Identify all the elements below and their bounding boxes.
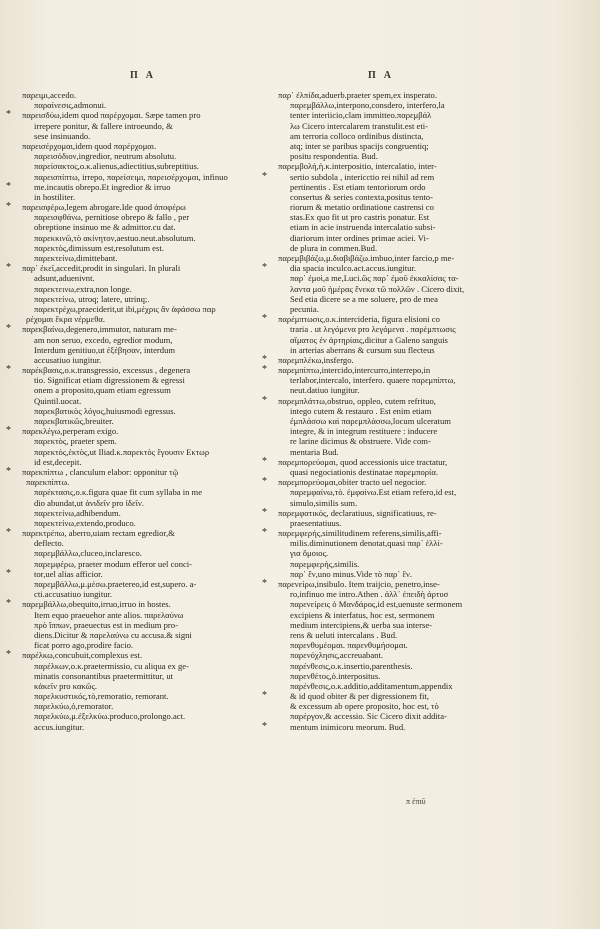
text-line [278, 385, 526, 395]
line-text: positu respondentia. Bud. [290, 151, 378, 162]
text-line [278, 548, 526, 558]
line-text: quasi negociationis destinatae παρεμπορία. [290, 466, 438, 477]
line-text: παρεμφατικός, declaratiuus, significatiuus, re- [278, 507, 437, 518]
text-line [22, 518, 250, 528]
text-line [22, 304, 250, 314]
line-text: cti.accusatiuo iungitur. [34, 589, 113, 600]
line-text: de plura in commen.Bud. [290, 242, 378, 253]
text-line [278, 110, 526, 120]
text-line [22, 273, 250, 283]
text-line [278, 671, 526, 681]
asterisk-marker-icon: * [262, 313, 267, 325]
text-line [262, 720, 526, 732]
line-text: in arterias aberrans & cursum suu flecteus [290, 344, 435, 355]
text-line [22, 538, 250, 548]
line-text: riorum & metatio ordinatione castrensi co [290, 202, 434, 213]
line-text: id est,decepit. [34, 456, 82, 467]
asterisk-marker-icon: * [6, 180, 11, 192]
text-line [6, 649, 250, 661]
text-line [22, 355, 250, 365]
line-text: intego cutem & restauro . Est enim etiam [290, 405, 432, 416]
text-line [278, 559, 526, 569]
line-text: παρέκβασις,ο.κ.transgressio, excessus , degenera [22, 365, 191, 376]
text-line [22, 90, 250, 100]
line-text: παρεκτρέχω,praeciderit,ut ibi,μέχρις ἂν ἀφάσσω παρ [34, 303, 216, 314]
text-line [278, 202, 526, 212]
asterisk-marker-icon: * [6, 262, 11, 274]
line-text: am terroria colloco ordinibus distincta, [290, 130, 424, 141]
line-text: παρεκβατικῶς,breuiter. [34, 416, 114, 426]
text-line [278, 711, 526, 721]
text-line [278, 569, 526, 579]
text-line [22, 314, 250, 324]
text-line [278, 335, 526, 345]
text-line [22, 233, 250, 243]
text-line [22, 212, 250, 222]
line-text: milis.diminutionem denotat,quasi παρ᾽ ἐλλί- [290, 538, 443, 549]
asterisk-marker-icon: * [262, 364, 267, 376]
text-line [6, 262, 250, 274]
text-line [22, 406, 250, 416]
line-text: παρεισπίπτω, irrepo, παρείσειμι, παρεισέρχομαι, infinuo [34, 171, 228, 182]
text-line [278, 253, 526, 263]
text-line [278, 324, 526, 334]
line-text: παρ᾽ ἐμοὶ,a me,Luci.ὥς παρ᾽ ἐμοῦ ἐκκαλίσας τα- [290, 273, 459, 284]
line-text: obreptione insinuo me & admittor.cu dat. [34, 222, 176, 233]
line-text: παρεμβάλλω,μ.μέσω.praetereo,id est,supero. a- [34, 579, 197, 589]
text-line [278, 661, 526, 671]
line-text: medium intercipiens,& uerba sua interse- [290, 619, 432, 630]
text-line [22, 396, 250, 406]
text-line [262, 506, 526, 518]
line-text: παρεμβολή,ἡ.κ.interpositio, intercalatio, inter- [278, 161, 437, 172]
text-line [6, 567, 250, 579]
text-line [22, 253, 250, 263]
text-line [22, 589, 250, 599]
line-text: για ὅμοιος. [290, 548, 329, 559]
asterisk-marker-icon: * [262, 506, 267, 518]
line-text: παρέκτασις,ο.κ.figura quae fit cum syllaba in me [34, 487, 203, 498]
line-text: παρεκτρέπω, aberro,uiam rectam egredior,& [22, 528, 175, 539]
line-text: onem a proposito,quam etiam egressum [34, 385, 171, 396]
text-line [262, 476, 526, 488]
text-line [22, 121, 250, 131]
text-line [22, 375, 250, 385]
line-text: accus.iungitur. [34, 721, 85, 732]
line-text: παρέλκων,ο.κ.praetermissio, cu aliqua ex ge- [34, 660, 189, 671]
line-text: tenter interiicio,clam immitteo.παρεμβάλ [290, 110, 432, 121]
text-line [278, 284, 526, 294]
text-line [278, 212, 526, 222]
line-text: παρενθέτος,ὁ.interpositus. [290, 670, 381, 681]
left-column [6, 90, 250, 732]
text-line [278, 650, 526, 660]
line-text: αἵματος ἐν ἀρτηρίαις,dicitur a Galeno sanguis [290, 334, 448, 345]
asterisk-marker-icon: * [262, 455, 267, 467]
line-text: παρειμι,accedo. [22, 90, 77, 100]
text-line [22, 222, 250, 232]
line-text: ρέχομαι ἔκρα νέρμεθα. [26, 314, 106, 325]
text-line [278, 141, 526, 151]
line-text: Interdum genitiuo,ut ἐξέβησαν, interdum [34, 344, 176, 355]
text-line [22, 100, 250, 110]
text-line [278, 131, 526, 141]
text-line [22, 447, 250, 457]
line-text: παρεμφερής,similitudinem referens,similis,affi- [278, 528, 442, 539]
text-line [22, 436, 250, 446]
asterisk-marker-icon: * [6, 109, 11, 121]
text-line [262, 353, 526, 365]
line-text: παρεκτείνω,adhibendum. [34, 507, 121, 518]
text-line [278, 294, 526, 304]
line-text: tor,uel alias afficior. [34, 568, 103, 579]
line-text: παρεκτός,ἐκτὸς,ut Iliad.κ.παρεκτὸς ἕγουσιν Εκτωρ [34, 446, 210, 457]
text-line [278, 100, 526, 110]
text-line [22, 630, 250, 640]
text-line [278, 620, 526, 630]
line-text: παρεκκινῶ,τὸ ακίνητον,aestuo.neut.absolutum. [34, 232, 196, 243]
line-text: tio. Significat etiam digressionem & egressi [34, 375, 185, 386]
text-line [22, 284, 250, 294]
text-line [22, 579, 250, 589]
line-text: παρεμπλάττω,obstruo, oppleo, cutem refrituo, [278, 395, 436, 406]
asterisk-marker-icon: * [262, 353, 267, 365]
line-text: stas.Ex quo fit ut pro castris ponatur. Est [290, 212, 430, 223]
line-text: mentaria Bud. [290, 446, 339, 457]
text-line [278, 161, 526, 171]
text-line [6, 465, 250, 477]
line-text: παρεκλέγω,perperam exigo. [22, 426, 119, 437]
line-text: me.incautis obrepo.Et ingredior & irruo [34, 181, 171, 192]
text-line [22, 151, 250, 161]
line-text: παρεκτείνω,dimittebant. [34, 253, 118, 263]
line-text: atq; inter se paribus spacijs congruentiq; [290, 140, 429, 151]
text-line [278, 518, 526, 528]
text-line [22, 508, 250, 518]
text-line [278, 610, 526, 620]
asterisk-marker-icon: * [6, 364, 11, 376]
asterisk-marker-icon: * [6, 649, 11, 661]
line-text: παρέμπτωσις,ο.κ.intercideria, figura elisioni co [278, 314, 440, 325]
text-line [22, 335, 250, 345]
text-line [22, 671, 250, 681]
line-text: παρελκύω,ὁ,remorator. [34, 701, 114, 712]
line-text: Item equo praeuehor ante alios. παρελαύνω [34, 609, 184, 620]
text-line [22, 610, 250, 620]
text-line [6, 109, 250, 121]
text-line [278, 701, 526, 711]
text-line [22, 294, 250, 304]
line-text: πρὸ ἵππων, praeuectus est in medium pro- [34, 619, 178, 630]
line-text: traria . ut λεγόμενα pro λεγόμενα . παρέμπτωσις [290, 324, 456, 335]
line-text: παρεκβαίνω,degenero,immutor, naturam me- [22, 324, 177, 335]
line-text: παρεμβάλλω,obequito,irruo,irruo in hostes. [22, 599, 171, 610]
text-line [262, 364, 526, 376]
line-text: παρ᾽ ἐλπίδα,aduerb.praeter spem,ex insperato. [278, 90, 437, 100]
text-line [22, 172, 250, 182]
line-text: παρενείρεις ὁ Μανδάρος,id est,uenuste sermonem [290, 599, 463, 610]
line-text: παρέλκω,concubuit,complexus est. [22, 650, 143, 661]
text-line [6, 527, 250, 539]
line-text: παρελκύω,μ.ἐξελκύω.produco,prolongo.act. [34, 711, 186, 722]
text-line [278, 681, 526, 691]
line-text: & excessum ab opere proposito, hoc est, τὸ [290, 701, 439, 712]
text-line [22, 559, 250, 569]
text-line [6, 598, 250, 610]
line-text: παρεκτείνω, utroq; latere, utrinq;. [34, 293, 150, 304]
line-text: irrepere ponitur, & fallere introeundo, & [34, 120, 173, 131]
line-text: integre, & in integrum restituere : inducere [290, 426, 438, 437]
text-line [278, 192, 526, 202]
line-text: παρεμπίπτω,intercido,intercurro,interrepo,in [278, 365, 431, 376]
text-line [262, 527, 526, 539]
text-line [278, 375, 526, 385]
text-line [22, 141, 250, 151]
text-line [6, 425, 250, 437]
line-text: ἐμπλάσσω καὶ παρεμπλάσσω,locum ulceratum [290, 416, 451, 426]
asterisk-marker-icon: * [262, 170, 267, 182]
line-text: mentum inimicoru meorum. Bud. [290, 721, 406, 732]
text-line [262, 170, 526, 182]
asterisk-marker-icon: * [6, 323, 11, 335]
text-line [278, 182, 526, 192]
running-header [0, 70, 600, 84]
text-line [22, 711, 250, 721]
text-line [22, 640, 250, 650]
line-text: minatis consonantibus praetermittitur, ut [34, 670, 174, 681]
line-text: am non seruo, excedo, egredior modum, [34, 334, 173, 345]
text-line [278, 640, 526, 650]
header-left: Π Α [130, 70, 156, 81]
text-line [22, 416, 250, 426]
line-text: παρεισόδιον,ingredior, neutrum absolutu. [34, 151, 177, 162]
line-text: dio abundat,ut ἀνιδεῖν pro ἰδεῖν. [34, 497, 144, 508]
asterisk-marker-icon: * [262, 262, 267, 274]
text-line [278, 487, 526, 497]
line-text: παρεκτείνω,extendo,produco. [34, 517, 136, 528]
line-text: adsunt,aduenivnt. [34, 273, 95, 284]
text-line [278, 90, 526, 100]
line-text: consertus & series contexta,positus tento- [290, 191, 433, 202]
text-line [262, 313, 526, 325]
text-line [22, 385, 250, 395]
asterisk-marker-icon: * [6, 425, 11, 437]
line-text: diariorum inter ordines primae aciei. Vi- [290, 232, 429, 243]
text-line [6, 323, 250, 335]
asterisk-marker-icon: * [262, 690, 267, 702]
line-text: neut.datiuo iungitur. [290, 385, 360, 396]
line-text: excipiens & interfatus, hoc est, sermonem [290, 609, 435, 620]
text-line [22, 661, 250, 671]
right-column [262, 90, 526, 732]
line-text: παρεκβατικὸς λόγος,huiusmodi egressus. [34, 405, 176, 416]
asterisk-marker-icon: * [262, 476, 267, 488]
text-line [22, 131, 250, 141]
text-line [278, 233, 526, 243]
line-text: παρενείρω,insibulo. Item traijcio, penetro,inse- [278, 579, 440, 589]
asterisk-marker-icon: * [262, 720, 267, 732]
line-text: Sed etia dicere se a me soluere, pro de mea [290, 293, 438, 304]
line-text: παρεκτὸς, praeter spem. [34, 436, 117, 447]
text-line [262, 690, 526, 702]
text-line [22, 457, 250, 467]
line-text: παρεμβάλλω,cluceo,inclaresco. [34, 548, 142, 559]
text-line [278, 121, 526, 131]
line-text: accusatiuo iungitur. [34, 354, 102, 365]
line-text: παρένθεσις,ο.κ.additio,additamentum,appendix [290, 680, 453, 691]
line-text: παρεμβιβάζω,μ.διαβιβάζω.imbuo,inter farcio,p me- [278, 253, 455, 263]
text-line [262, 262, 526, 274]
line-text: παρ᾽ ἐκεῖ,accedit,prodit in singulari. In plurali [22, 263, 181, 274]
line-text: παρεκτὸς,dimissum est,resolutum est. [34, 242, 164, 253]
line-text: pecunia. [290, 303, 319, 314]
text-line [278, 630, 526, 640]
text-line [22, 477, 250, 487]
text-line [278, 599, 526, 609]
line-text: παρενθυμέομαι. παρενθυμήσομαι. [290, 640, 408, 651]
text-line [262, 578, 526, 589]
line-text: pertinentis . Est etiam tentoriorum ordo [290, 181, 426, 192]
text-line [278, 406, 526, 416]
line-text: παρεισδύω,idem quod παρέρχομαι. Sæpe tamen pro [22, 110, 201, 121]
text-line [262, 394, 526, 406]
line-text: λω Cicero intercalarem transtulit.est eti- [290, 120, 428, 131]
text-line [278, 589, 526, 599]
text-line [278, 447, 526, 457]
text-line [6, 364, 250, 376]
text-line [278, 273, 526, 283]
line-text: diens.Dicitur & παρελαύνω cu accusa.& signi [34, 629, 192, 640]
text-line [278, 151, 526, 161]
line-text: dia spacia inculco.act.accus.iungitur. [290, 263, 416, 274]
line-text: simulo,similis sum. [290, 497, 358, 508]
text-line [278, 426, 526, 436]
asterisk-marker-icon: * [262, 578, 267, 589]
line-text: rens & ueluti intercalans . Bud. [290, 629, 398, 640]
text-line [22, 691, 250, 701]
text-line [22, 701, 250, 711]
line-text: παρ᾽ ἓν,uno minus.Vide τὸ παρ᾽ ἓν. [290, 568, 412, 579]
line-text: παρεμφέρω, praeter modum efferor uel conci- [34, 558, 193, 569]
line-text: παρεμπορεύομαι, quod accessionis uice tractatur, [278, 456, 448, 467]
text-line [278, 498, 526, 508]
text-line [22, 192, 250, 202]
line-text: παρεμπορεύομαι,obiter tracto uel negocior. [278, 477, 427, 488]
text-line [22, 722, 250, 732]
text-line [22, 498, 250, 508]
text-line [278, 304, 526, 314]
text-line [278, 436, 526, 446]
line-text: παρέργον,& accessio. Sic Cicero dixit addita- [290, 711, 447, 722]
asterisk-marker-icon: * [6, 598, 11, 610]
line-text: παρεκτεινω,extra,non longe. [34, 283, 132, 294]
line-text: ficat porro ago,prodire facio. [34, 640, 134, 651]
text-line [278, 538, 526, 548]
text-line [22, 681, 250, 691]
line-text: praesentatiuus. [290, 517, 342, 528]
catchword: π ἐπιῦ [406, 797, 426, 806]
line-text: παρεισφέρω,legem abrogare.Ide quod ἀποφέρω [22, 202, 186, 213]
line-text: re larine dicimus & obstruere. Vide com- [290, 436, 431, 447]
line-text: παρελκυστικός,τὸ,remoratio, remorant. [34, 691, 169, 702]
line-text: παρεμβάλλω,interpono,consdero, interfero,la [290, 100, 445, 111]
line-text: παρεκπίπτω. [26, 477, 70, 488]
line-text: ro,infinuo me intro.Athen . ἀλλ᾽ ἐπειδὴ ἀρτυσ [290, 589, 449, 600]
asterisk-marker-icon: * [6, 465, 11, 477]
text-line [278, 222, 526, 232]
text-line [278, 243, 526, 253]
line-text: παρεμφερής,similis. [290, 558, 360, 569]
text-line [22, 487, 250, 497]
header-right: Π Α [368, 70, 394, 81]
line-text: etiam in acie instruenda intercalatio subsi- [290, 222, 436, 233]
text-line [278, 416, 526, 426]
line-text: & id quod obiter & per digressionem fit, [290, 691, 429, 702]
text-line [22, 243, 250, 253]
asterisk-marker-icon: * [262, 527, 267, 539]
line-text: παρενόχλησις,accreuabant. [290, 650, 383, 661]
line-text: παρεισέρχομαι,idem quod παρέρχομαι. [22, 140, 157, 151]
line-text: sertio subdola , intericctio rei nihil ad rem [290, 171, 435, 182]
line-text: παρεμπλέκω,insfergo. [278, 354, 354, 365]
line-text: in hostiliter. [34, 191, 76, 202]
line-text: παρεκπίπτω , clanculum elabor: opponitur τῷ [22, 466, 179, 477]
text-line [22, 345, 250, 355]
line-text: παρείσακτος,ο.κ.alienus,adiectitius,subreptitius. [34, 161, 199, 172]
text-line [278, 467, 526, 477]
line-text: παρένθεσις,ο.κ.insertio,parenthesis. [290, 660, 413, 671]
line-text: deflecto. [34, 538, 64, 549]
line-text: κἀκεῖν pro κακῶς. [34, 680, 98, 691]
line-text: λαντα μοῦ ἡμέρας ἕνεκα τῶ πολλῶν . Cicero dixit, [290, 283, 465, 294]
text-line [6, 180, 250, 192]
text-line [22, 548, 250, 558]
line-text: terlabor,intercalo, interfero. quaere παρεμπίπτω, [290, 375, 456, 386]
line-text: παρεισφθάνω, pernitiose obrepo & fallo , per [34, 212, 190, 223]
line-text: παρεμφαίνω,τὸ. ἐμφαίνω.Est etiam refero,id est, [290, 487, 457, 498]
text-line [278, 345, 526, 355]
text-line [22, 620, 250, 630]
asterisk-marker-icon: * [6, 567, 11, 579]
asterisk-marker-icon: * [6, 201, 11, 213]
line-text: παραίνεσις,admonui. [34, 100, 107, 111]
text-line [262, 455, 526, 467]
line-text: sese insinuando. [34, 130, 91, 141]
text-line [6, 201, 250, 213]
text-line [22, 161, 250, 171]
asterisk-marker-icon: * [6, 527, 11, 539]
asterisk-marker-icon: * [262, 394, 267, 406]
line-text: Quintil.uocat. [34, 395, 82, 406]
